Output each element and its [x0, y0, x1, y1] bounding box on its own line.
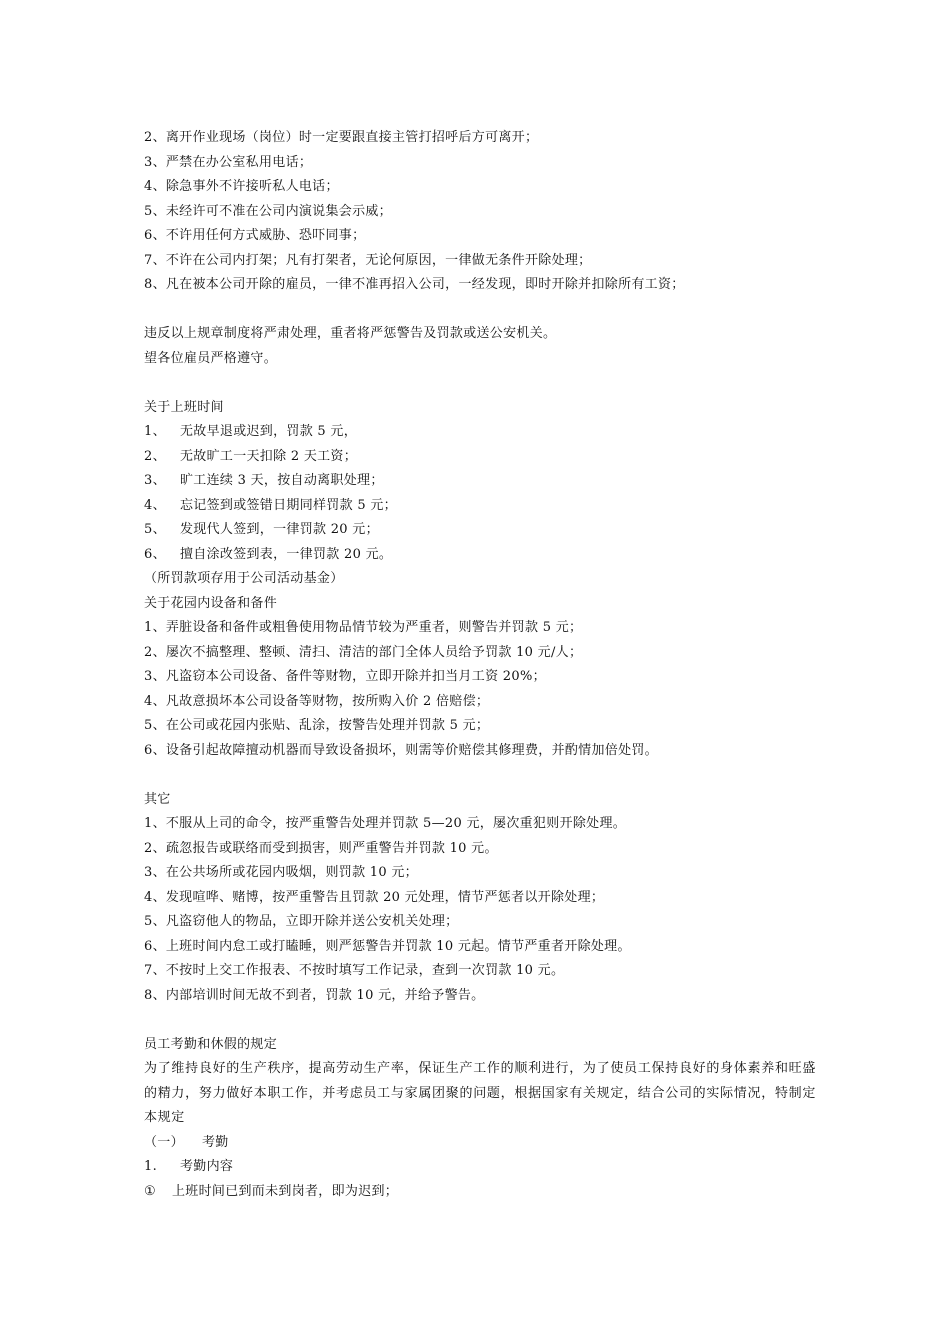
section-title-garden: 关于花园内设备和备件 — [144, 595, 278, 611]
list-item: 3、在公共场所或花园内吸烟，则罚款 10 元； — [144, 865, 418, 880]
sub-item — [144, 1180, 816, 1205]
warning-line: 违反以上规章制度将严肃处理，重者将严惩警告及罚款或送公安机关。 — [144, 326, 557, 341]
list-item: 8、内部培训时间无故不到者，罚款 10 元，并给予警告。 — [144, 987, 485, 1003]
subsection-heading — [144, 1131, 816, 1156]
item-text: 忘记签到或签错日期同样罚款 5 元； — [180, 497, 397, 513]
point-title: 考勤内容 — [180, 1159, 234, 1174]
item-number: 4、 — [144, 497, 166, 513]
section-title-work-hours: 关于上班时间 — [144, 399, 224, 415]
item-number: 3、 — [144, 473, 166, 488]
item-text: 擅自涂改签到表，一律罚款 20 元。 — [180, 546, 393, 562]
list-item: 7、不按时上交工作报表、不按时填写工作记录，查到一次罚款 10 元。 — [144, 963, 565, 978]
list-item: 6、不许用任何方式威胁、恐吓同事； — [144, 228, 366, 243]
list-item: 4、凡故意损坏本公司设备等财物，按所购入价 2 倍赔偿； — [144, 693, 490, 709]
list-item: 6、上班时间内怠工或打瞌睡，则严惩警告并罚款 10 元起。情节严重者开除处理。 — [144, 938, 631, 954]
fine-note: （所罚款项存用于公司活动基金） — [144, 571, 344, 586]
rules-list — [144, 126, 816, 298]
section-title-attendance: 员工考勤和休假的规定 — [144, 1036, 278, 1052]
list-item: 4、除急事外不许接听私人电话； — [144, 179, 339, 194]
spacer — [144, 1008, 816, 1033]
garden-list — [144, 616, 816, 763]
list-item: 2、离开作业现场（岗位）时一定要跟直接主管打招呼后方可离开； — [144, 130, 539, 145]
item-number: 1、 — [144, 424, 166, 439]
subsection-title: 考勤 — [202, 1134, 229, 1150]
list-item: 6、设备引起故障擅动机器而导致设备损坏，则需等价赔偿其修理费，并酌情加倍处罚。 — [144, 742, 658, 758]
work-hours-list — [144, 420, 816, 567]
item-number: 2、 — [144, 448, 166, 464]
list-item — [144, 518, 816, 543]
point-number: 1. — [144, 1159, 158, 1174]
item-text: 发现代人签到，一律罚款 20 元； — [180, 522, 379, 537]
item-text: 无故早退或迟到，罚款 5 元， — [180, 424, 358, 439]
spacer — [144, 763, 816, 788]
item-number: 5、 — [144, 522, 166, 537]
sub-item-marker: ① — [144, 1183, 156, 1199]
other-list — [144, 812, 816, 1008]
list-item: 2、疏忽报告或联络而受到损害，则严重警告并罚款 10 元。 — [144, 840, 498, 856]
subsection-number: （一） — [144, 1134, 184, 1150]
list-item: 5、凡盗窃他人的物品，立即开除并送公安机关处理； — [144, 914, 459, 929]
list-item: 8、凡在被本公司开除的雇员，一律不准再招入公司，一经发现，即时开除并扣除所有工资； — [144, 277, 685, 292]
warning-line: 望各位雇员严格遵守。 — [144, 350, 278, 366]
spacer — [144, 298, 816, 323]
list-item — [144, 420, 816, 445]
item-text: 无故旷工一天扣除 2 天工资； — [180, 448, 358, 464]
list-item: 4、发现喧哗、赌博，按严重警告且罚款 20 元处理，情节严惩者以开除处理； — [144, 889, 605, 905]
list-item: 1、不服从上司的命令，按严重警告处理并罚款 5—20 元，屡次重犯则开除处理。 — [144, 816, 627, 831]
list-item — [144, 445, 816, 470]
list-item: 3、凡盗窃本公司设备、备件等财物，立即开除并扣当月工资 20%； — [144, 669, 546, 684]
list-item — [144, 469, 816, 494]
list-item: 3、严禁在办公室私用电话； — [144, 154, 313, 170]
list-item: 5、在公司或花园内张贴、乱涂，按警告处理并罚款 5 元； — [144, 718, 490, 733]
list-item: 5、未经许可不准在公司内演说集会示威； — [144, 203, 392, 219]
sub-item-text: 上班时间已到而未到岗者，即为迟到； — [172, 1183, 399, 1199]
attendance-intro: 为了维持良好的生产秩序，提高劳动生产率，保证生产工作的顺利进行，为了使员工保持良好的身体素养和旺盛的精力，努力做好本职工作，并考虑员工与家属团聚的问题，根据国家有关规定，结合公司的实际情况，特制定本规定 — [144, 1061, 816, 1125]
spacer — [144, 371, 816, 396]
list-item — [144, 494, 816, 519]
list-item: 2、屡次不搞整理、整顿、清扫、清洁的部门全体人员给予罚款 10 元/人； — [144, 644, 583, 660]
item-number: 6、 — [144, 546, 166, 562]
item-text: 旷工连续 3 天，按自动离职处理； — [180, 473, 384, 488]
list-item — [144, 543, 816, 568]
point-heading — [144, 1155, 816, 1180]
list-item: 7、不许在公司内打架；凡有打架者，无论何原因，一律做无条件开除处理； — [144, 252, 592, 268]
document-body — [144, 126, 816, 1204]
section-title-other: 其它 — [144, 791, 171, 807]
list-item: 1、弄脏设备和备件或粗鲁使用物品情节较为严重者，则警告并罚款 5 元； — [144, 620, 583, 635]
